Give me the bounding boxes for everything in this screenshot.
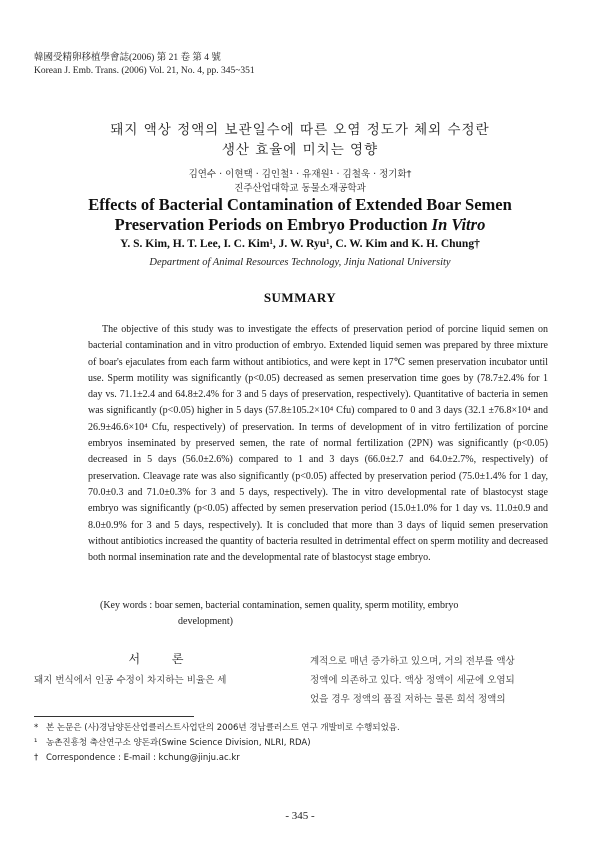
english-title-main: Preservation Periods on Embryo Production [114, 215, 432, 234]
footnote-funding [34, 722, 400, 734]
footnote-text: Correspondence : E-mail : kchung@jinju.ac.kr [46, 753, 240, 763]
journal-citation-korean: 韓國受精卵移植學會誌(2006) 第 21 卷 第 4 號 [34, 53, 221, 63]
english-title-line2 [0, 215, 600, 235]
department: Department of Animal Resources Technology, Jinju National University [149, 257, 451, 268]
korean-title-line1: 돼지 액상 정액의 보관일수에 따른 오염 정도가 체외 수정란 [110, 122, 490, 138]
english-title-italic: In Vitro [431, 215, 486, 234]
keywords-line1: boar semen, bacterial contamination, semen quality, sperm motility, embryo [154, 600, 459, 611]
left-column-text: 돼지 번식에서 인공 수정이 차지하는 비율은 세 [34, 675, 227, 686]
korean-title-line2: 생산 효율에 미치는 영향 [221, 142, 379, 158]
keywords-line2: development) [178, 616, 233, 627]
footnote-mark: ¹ [34, 738, 38, 748]
korean-affiliation: 진주산업대학교 동물소재공학과 [234, 183, 366, 194]
right-column-line2: 정액에 의존하고 있다. 액상 정액이 세균에 오염되 [310, 675, 515, 686]
footnote-correspondence [34, 752, 240, 764]
footnote-affiliation [34, 737, 311, 749]
right-column-line1: 계적으로 매년 증가하고 있으며, 거의 전부를 액상 [310, 656, 515, 667]
right-column-line3: 었을 경우 정액의 품질 저하는 물론 희석 정액의 [310, 694, 506, 705]
footnote-text: 농촌진흥청 축산연구소 양돈과(Swine Science Division, NLRI, RDA) [46, 738, 311, 748]
korean-authors: 김연수 · 이현택 · 김인철¹ · 유재원¹ · 김철욱 · 정기화† [188, 169, 412, 180]
english-title-line1: Effects of Bacterial Contamination of Extended Boar Semen [88, 195, 512, 214]
abstract [88, 322, 548, 566]
intro-heading: 서 론 [128, 652, 198, 666]
right-column [310, 652, 566, 709]
footnote-mark: * [34, 723, 39, 733]
footnote-mark: † [34, 753, 39, 763]
left-column [34, 650, 292, 690]
english-authors: Y. S. Kim, H. T. Lee, I. C. Kim¹, J. W. Ryu¹, C. W. Kim and K. H. Chung† [120, 238, 480, 250]
page-number: - 345 - [285, 810, 315, 822]
keywords [100, 598, 520, 630]
footnote-divider [34, 716, 194, 717]
keywords-label: (Key words : [100, 600, 155, 611]
footnote-text: 본 논문은 (사)경남양돈산업클러스트사업단의 2006년 경남클러스트 연구 개발비로 수행되었음. [46, 723, 400, 733]
abstract-text: The objective of this study was to investigate the effects of preservation period of porcine liquid semen on bacterial contamination and in vitro production of embryo. Extended liquid semen was prepared by three mixture of boar's ejaculates from each farm without antibiotics, and were kept in 17℃ semen preservation incubator until use. Sperm motility was significantly (p<0.05) decreased as semen preservation time goes by (78.7±2.4% for 1 day vs. 71.1±2.4 and 64.8±2.4% for 3 and 5 days of preservation, respectively). Quantitative of bacteria in semen was significantly (p<0.05) higher in 5 days (57.8±105.2×10⁴ Cfu) compared to 0 and 3 days (32.1 ±76.8×10⁴ and 26.9±46.6×10⁴ Cfu, respectively) of preservation. In terms of development of in vitro fertilization of porcine embryos inseminated by preserved semen, the rate of normal fertilization (2PN) was significantly (p<0.05) decreased in 5 days (56.0±2.6%) compared to 1 and 3 days (66.0±2.7 and 64.0±2.7%, respectively) of preservation. Cleavage rate was also significantly (p<0.05) affected by preservation period (75.0±1.4% for 1 day, 70.0±0.3 and 71.0±0.3% for 3 and 5 days, respectively). The in vitro developmental rate of blastocyst stage embryo was significantly (p<0.05) affected by semen preservation period (15.0±1.0% for 1 day vs. 11.0±0.9 and 8.0±0.9% for 3 and 5 days, respectively). It is concluded that more than 3 days of liquid semen preservation without antibiotics increased the quantity of bacteria resulted in detrimental effect on sperm motility and decreased both normal insemination rate and the developmental rate of blastocyst stage embryo. [88, 324, 548, 564]
summary-heading: SUMMARY [263, 290, 337, 305]
journal-citation-english: Korean J. Emb. Trans. (2006) Vol. 21, No. 4, pp. 345~351 [34, 66, 255, 76]
